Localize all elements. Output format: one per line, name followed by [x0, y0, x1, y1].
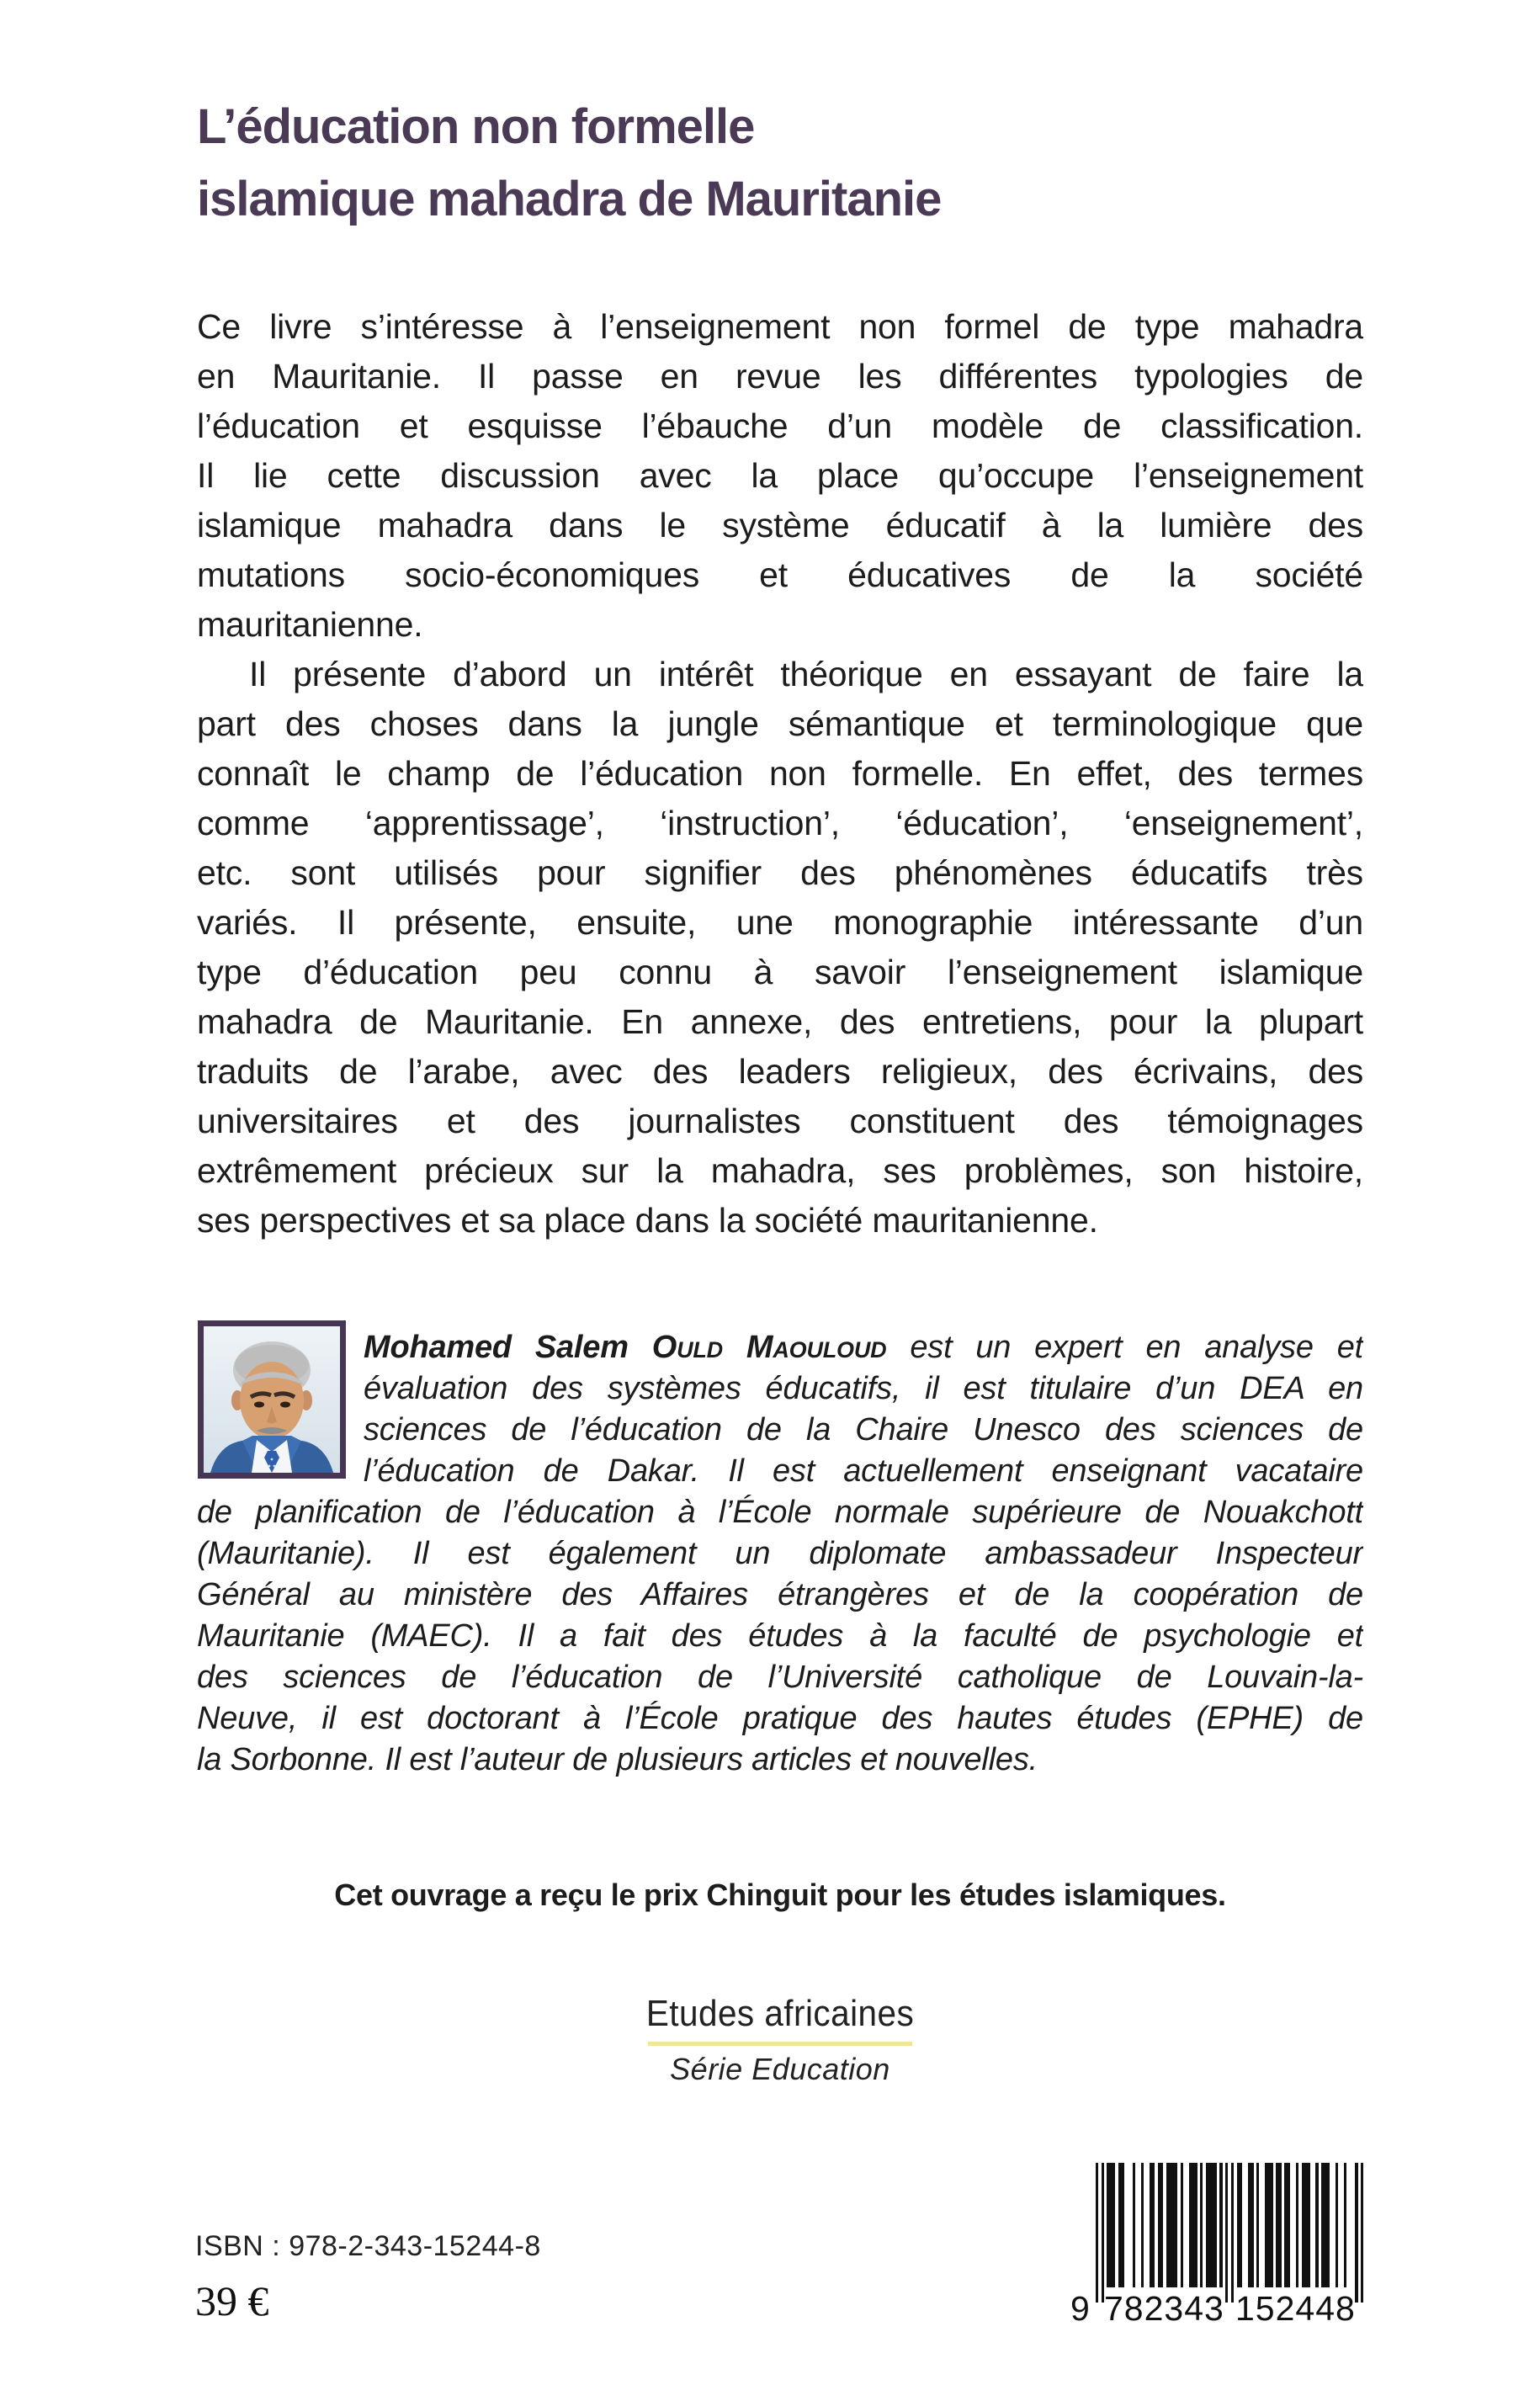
- text-line: Général au ministère des Affaires étrangères et de la coopération de: [197, 1577, 1363, 1612]
- text-line: la Sorbonne. Il est l’auteur de plusieurs articles et nouvelles.: [197, 1742, 1038, 1777]
- text-line: Neuve, il est doctorant à l’École pratique des hautes études (EPHE) de: [197, 1701, 1363, 1736]
- text-line: comme ‘apprentissage’, ‘instruction’, ‘éducation’, ‘enseignement’,: [197, 804, 1363, 842]
- barcode-digits: [1070, 2289, 1373, 2333]
- text-line: l’éducation de Dakar. Il est actuellement enseignant vacataire: [364, 1453, 1363, 1489]
- barcode-bar: [1361, 2163, 1363, 2303]
- collection-name: Etudes africaines: [645, 1993, 915, 2034]
- barcode-bar: [1181, 2163, 1183, 2287]
- barcode-bars: [1096, 2163, 1363, 2303]
- text-line: extrêmement précieux sur la mahadra, ses problèmes, son histoire,: [197, 1151, 1363, 1190]
- barcode-digit-group-1: 782343: [1104, 2289, 1224, 2328]
- barcode-bar: [1194, 2163, 1197, 2287]
- barcode-bar: [1175, 2163, 1177, 2287]
- barcode-bar: [1141, 2163, 1144, 2287]
- text-line: l’éducation et esquisse l’ébauche d’un modèle de classification.: [197, 406, 1363, 445]
- collection-series: Série Education: [670, 2052, 890, 2086]
- barcode-bar: [1251, 2163, 1253, 2287]
- barcode-bar: [1214, 2163, 1217, 2287]
- barcode-bar: [1219, 2163, 1222, 2287]
- barcode-bar: [1315, 2163, 1318, 2287]
- text-line: universitaires et des journalistes constituent des témoignages: [197, 1102, 1363, 1140]
- text-line: (Mauritanie). Il est également un diplomate ambassadeur Inspecteur: [197, 1536, 1363, 1571]
- author-name: Mohamed Salem: [364, 1330, 652, 1365]
- price-text: 39 €: [195, 2277, 269, 2324]
- barcode-bar: [1240, 2163, 1242, 2287]
- barcode-bar: [1133, 2163, 1135, 2287]
- author-bio-full-width: [197, 1492, 1363, 1781]
- award-note: Cet ouvrage a reçu le prix Chinguit pour les études islamiques.: [334, 1878, 1226, 1912]
- text-line: des sciences de l’éducation de l’Université catholique de Louvain-la-: [197, 1660, 1363, 1695]
- text-line: Il lie cette discussion avec la place qu’occupe l’enseignement: [197, 456, 1363, 495]
- text-line: etc. sont utilisés pour signifier des phénomènes éducatifs très: [197, 853, 1363, 892]
- barcode-bar: [1344, 2163, 1346, 2287]
- synopsis-paragraph-1: [197, 302, 1363, 650]
- author-bio-beside-photo: [364, 1327, 1363, 1492]
- page-title: [197, 91, 1367, 236]
- isbn-text: ISBN : 978-2-343-15244-8: [195, 2230, 541, 2262]
- barcode-digit-lead: 9: [1070, 2289, 1091, 2328]
- barcode-bar: [1288, 2163, 1290, 2287]
- title-line-2: islamique mahadra de Mauritanie: [197, 172, 942, 226]
- barcode-bar: [1113, 2163, 1115, 2287]
- author-portrait-drawing: [204, 1326, 340, 1473]
- text-line: variés. Il présente, ensuite, une monographie intéressante d’un: [197, 903, 1363, 942]
- collection-underline: [648, 2042, 912, 2046]
- text-line: de planification de l’éducation à l’École normale supérieure de Nouakchott: [197, 1495, 1363, 1530]
- barcode-bar: [1327, 2163, 1330, 2287]
- text-line: type d’éducation peu connu à savoir l’enseignement islamique: [197, 953, 1363, 991]
- author-name-caps: Ould Maouloud: [651, 1330, 887, 1365]
- title-line-1: L’éducation non formelle: [197, 99, 755, 154]
- text-line: en Mauritanie. Il passe en revue les différentes typologies de: [197, 357, 1363, 396]
- barcode-bar: [1355, 2163, 1357, 2303]
- barcode-bar: [1271, 2163, 1273, 2287]
- barcode-bar: [1200, 2163, 1203, 2287]
- collection-block: [197, 1993, 1363, 2088]
- author-bio-side-lines: [364, 1368, 1363, 1492]
- text-line: évaluation des systèmes éducatifs, il est titulaire d’un DEA en: [364, 1371, 1363, 1406]
- text-line: Mauritanie (MAEC). Il a fait des études à la faculté de psychologie et: [197, 1618, 1363, 1654]
- text-line: Ce livre s’intéresse à l’enseignement non formel de type mahadra: [197, 307, 1363, 346]
- synopsis-paragraph-2: [197, 650, 1363, 1246]
- barcode-bar: [1096, 2163, 1098, 2303]
- text-line: Il présente d’abord un intérêt théorique en essayant de faire la: [249, 655, 1363, 693]
- author-bio-line-1-rest: est un expert en analyse et: [886, 1330, 1363, 1365]
- text-line: mauritanienne.: [197, 605, 423, 644]
- barcode-bar: [1231, 2163, 1234, 2303]
- text-line: connaît le champ de l’éducation non formelle. En effet, des termes: [197, 754, 1363, 793]
- barcode-bar: [1307, 2163, 1309, 2287]
- barcode-bar: [1225, 2163, 1228, 2303]
- barcode-bar: [1279, 2163, 1282, 2287]
- barcode-digit-group-2: 152448: [1235, 2289, 1356, 2328]
- author-bio-line-1: [364, 1327, 1363, 1368]
- text-line: mutations socio-économiques et éducatives de la société: [197, 555, 1363, 594]
- text-line: traduits de l’arabe, avec des leaders religieux, des écrivains, des: [197, 1052, 1363, 1091]
- barcode-bar: [1121, 2163, 1123, 2287]
- barcode-bar: [1296, 2163, 1298, 2287]
- barcode-bar: [1256, 2163, 1259, 2287]
- ean13-barcode: [1070, 2163, 1373, 2356]
- text-line: islamique mahadra dans le système éducatif à la lumière des: [197, 506, 1363, 544]
- barcode-bar: [1336, 2163, 1338, 2287]
- barcode-bar: [1160, 2163, 1163, 2287]
- text-line: part des choses dans la jungle sémantique et terminologique que: [197, 704, 1363, 743]
- barcode-bar: [1152, 2163, 1155, 2287]
- text-line: sciences de l’éducation de la Chaire Unesco des sciences de: [364, 1412, 1363, 1447]
- author-photo: [198, 1320, 346, 1479]
- text-line: ses perspectives et sa place dans la société mauritanienne.: [197, 1201, 1098, 1240]
- barcode-bar: [1102, 2163, 1104, 2303]
- text-line: mahadra de Mauritanie. En annexe, des entretiens, pour la plupart: [197, 1002, 1363, 1041]
